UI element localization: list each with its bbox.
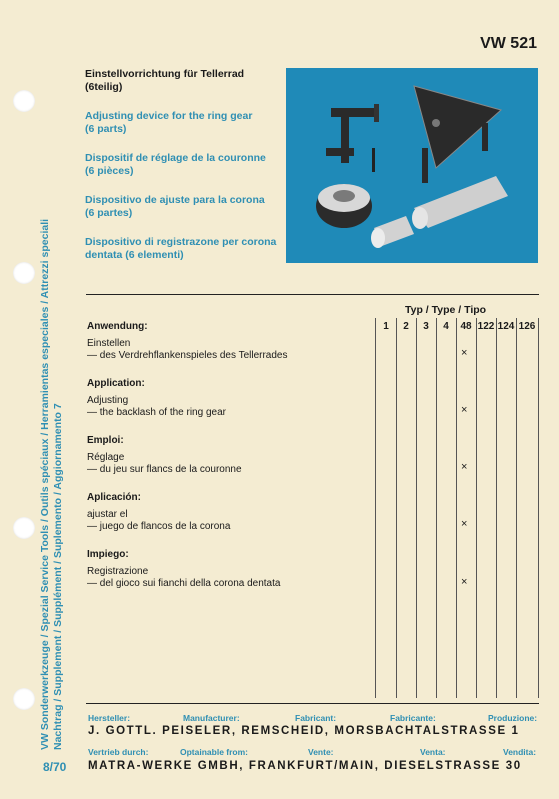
section-line: — des Verdrehflankenspieles des Tellerrades [87,350,288,361]
type-column: 126 [518,321,536,332]
manufacturer-address: J. GOTTL. PEISELER, REMSCHEID, MORSBACHTALSTRASSE 1 [88,725,520,737]
punch-hole [13,90,35,112]
title-line: Adjusting device for the ring gear [85,110,253,122]
sidebar-line-1: VW Sonderwerkzeuge / Spezial Service Tools / Outils spéciaux / Herramientas especiales / Attrezzi speciali [39,218,51,750]
type-mark: × [461,404,468,416]
title-fr [85,152,285,177]
distributor-label: Vente: [308,747,334,757]
title-line: dentata (6 elementi) [85,248,184,261]
type-mark: × [461,518,468,530]
section-line: Registrazione [87,566,149,577]
distributor-label: Vertrieb durch: [88,747,149,757]
section-heading: Impiego: [87,549,129,560]
column-line [375,318,376,698]
column-line [538,318,539,698]
type-column: 122 [477,321,495,332]
column-line [396,318,397,698]
section-heading: Emploi: [87,435,124,446]
title-de [85,68,285,93]
punch-hole [13,262,35,284]
column-line [516,318,517,698]
document-number: VW 521 [480,35,537,52]
section-heading: Application: [87,378,145,389]
sidebar-line-2: Nachtrag / Supplement / Supplément / Suplemento / Aggiornamento 7 [52,403,64,750]
type-column: 2 [403,321,409,332]
section-line: — du jeu sur flancs de la couronne [87,464,242,475]
section-line: — the backlash of the ring gear [87,407,226,418]
maker-label: Produzione: [488,713,538,723]
column-line [436,318,437,698]
section-line: Réglage [87,452,125,463]
title-line: Dispositivo de ajuste para la corona [85,194,265,206]
title-line: (6teilig) [85,80,123,93]
section-it [87,549,280,590]
column-line [476,318,477,698]
title-line: Einstellvorrichtung für Tellerrad [85,68,245,80]
section-fr [87,435,242,476]
type-column: 3 [423,321,429,332]
type-mark: × [461,461,468,473]
section-line: ajustar el [87,509,128,520]
maker-label: Fabricante: [390,713,436,723]
sidebar-title [39,170,65,750]
tool-set-illustration [286,68,538,263]
product-photo [286,68,538,263]
type-column: 124 [497,321,515,332]
distributor-label: Optainable from: [180,747,249,757]
type-mark: × [461,576,468,588]
title-line: (6 parts) [85,122,127,135]
section-heading: Anwendung: [87,321,148,332]
page-number: 8/70 [43,760,67,774]
section-line: — del gioco sui fianchi della corona dentata [87,578,281,589]
title-line: (6 pièces) [85,164,134,177]
title-en [85,110,285,135]
type-column: 48 [460,321,472,332]
distributor-label: Vendita: [503,747,537,757]
maker-label: Hersteller: [88,713,131,723]
type-mark: × [461,347,468,359]
section-en [87,378,226,419]
punch-hole [13,517,35,539]
section-line: Einstellen [87,338,131,349]
divider [86,703,539,704]
column-line [416,318,417,698]
punch-hole [13,688,35,710]
column-line [456,318,457,698]
distributor-label: Venta: [420,747,446,757]
maker-label: Fabricant: [295,713,337,723]
section-line: Adjusting [87,395,129,406]
title-es [85,194,285,219]
section-de [87,321,288,362]
type-column: 4 [443,321,449,332]
column-line [496,318,497,698]
maker-label: Manufacturer: [183,713,240,723]
title-it [85,236,285,261]
section-line: — juego de flancos de la corona [87,521,231,532]
title-block [85,68,285,278]
title-line: (6 partes) [85,206,133,219]
section-heading: Aplicación: [87,492,141,503]
divider [86,294,539,295]
type-column: 1 [383,321,389,332]
distributor-address: MATRA-WERKE GMBH, FRANKFURT/MAIN, DIESELSTRASSE 30 [88,760,522,772]
title-line: Dispositif de réglage de la couronne [85,152,266,164]
type-header: Typ / Type / Tipo [405,304,487,316]
section-es [87,492,230,533]
title-line: Dispositivo di registrazone per corona [85,236,277,248]
